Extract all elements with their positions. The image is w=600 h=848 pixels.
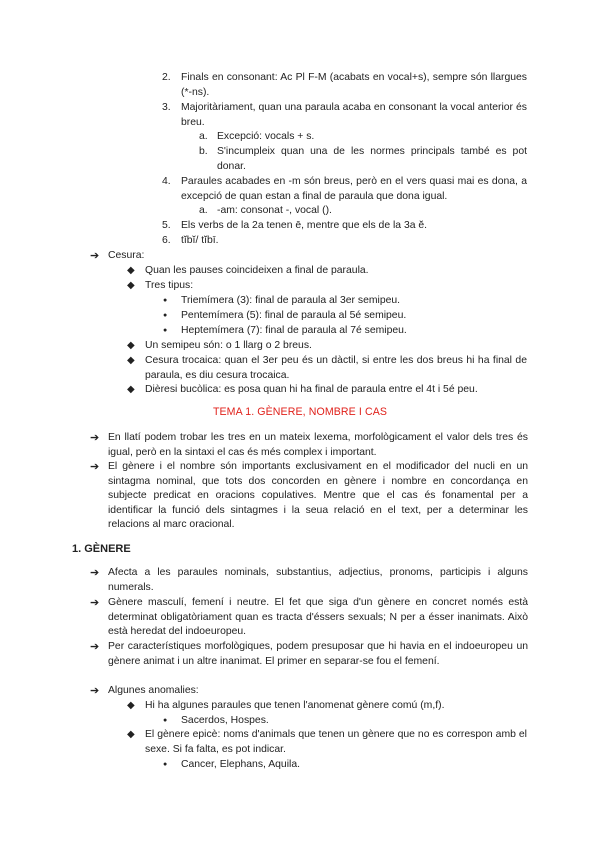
dot-bullet-icon: ● (163, 327, 168, 334)
arrow-bullet-icon: ➔ (90, 641, 100, 653)
list-item: -am: consonat -, vocal (). (217, 205, 332, 216)
diamond-bullet-icon: ◆ (127, 355, 135, 366)
paragraph: Algunes anomalies: (108, 685, 199, 696)
list-letter: a. (199, 131, 208, 142)
list-item: El gènere epicè: noms d'animals que tenen un gènere que no es correspon amb el sexe. Si fa falta, es pot indicar. (145, 729, 527, 755)
paragraph: En llatí podem trobar les tres en un mateix lexema, morfològicament el valor dels tres és igual, però en la sintaxi el cas és més complex i important. (108, 432, 528, 458)
arrow-bullet-icon: ➔ (90, 685, 100, 697)
list-item: Paraules acabades en -m són breus, però en el vers quasi mai es dona, a excepció de quan estan a final de paraula que dona igual. (181, 176, 527, 202)
list-item: Majoritàriament, quan una paraula acaba en consonant la vocal anterior és breu. (181, 102, 527, 128)
list-item: Cesura trocaica: quan el 3er peu és un dàctil, si entre les dos breus hi ha final de paraula, es diu cesura trocaica. (145, 355, 527, 381)
list-item: Tres tipus: (145, 280, 194, 291)
diamond-bullet-icon: ◆ (127, 280, 135, 291)
list-item: Un semipeu són: o 1 llarg o 2 breus. (145, 340, 312, 351)
diamond-bullet-icon: ◆ (127, 265, 135, 276)
list-item: Heptemímera (7): final de paraula al 7é semipeu. (181, 325, 407, 336)
list-number: 6. (162, 235, 171, 246)
paragraph: El gènere i el nombre són importants exclusivament en el modificador del nucli en un sintagma nominal, que tots dos concorden en gènere i nombre en concordança en subjecte predicat en oracions copulatives. Mentre que el cas és fonamental per a identificar la funció dels sintagmes i la seua relació en el text, per a determinar les relacions al marc oracional. (108, 461, 528, 531)
arrow-bullet-icon: ➔ (90, 567, 100, 579)
cesura-label: Cesura: (108, 250, 145, 261)
arrow-bullet-icon: ➔ (90, 461, 100, 473)
list-number: 3. (162, 102, 171, 113)
list-number: 4. (162, 176, 171, 187)
paragraph: Per característiques morfològiques, podem presuposar que hi havia en el indoeuropeu un gènere animat i un altre inanimat. El primer en separar-se fou el femení. (108, 641, 528, 667)
page-title: TEMA 1. GÈNERE, NOMBRE I CAS (212, 406, 388, 418)
arrow-bullet-icon: ➔ (90, 250, 100, 262)
diamond-bullet-icon: ◆ (127, 384, 135, 395)
list-number: 5. (162, 220, 171, 231)
diamond-bullet-icon: ◆ (127, 700, 135, 711)
paragraph: Gènere masculí, femení i neutre. El fet que siga d'un gènere en concret només està determinat obligatòriament quan es tracta d'éssers sexuals; N per a ésser inanimats. Això està heredat del indoeuropeu. (108, 597, 528, 638)
dot-bullet-icon: ● (163, 761, 168, 768)
list-item: Triemímera (3): final de paraula al 3er semipeu. (181, 295, 401, 306)
list-item: Quan les pauses coincideixen a final de paraula. (145, 265, 369, 276)
list-item: S'incumpleix quan una de les normes principals també es pot donar. (217, 146, 527, 172)
diamond-bullet-icon: ◆ (127, 340, 135, 351)
list-item: Pentemímera (5): final de paraula al 5é semipeu. (181, 310, 407, 321)
list-item: Excepció: vocals + s. (217, 131, 315, 142)
list-item: Sacerdos, Hospes. (181, 715, 269, 726)
list-item: Cancer, Elephans, Aquila. (181, 759, 300, 770)
list-item: Dièresi bucòlica: es posa quan hi ha final de paraula entre el 4t i 5é peu. (145, 384, 478, 395)
list-letter: b. (199, 146, 208, 157)
section-heading: 1. GÈNERE (72, 543, 131, 555)
dot-bullet-icon: ● (163, 297, 168, 304)
list-item: Hi ha algunes paraules que tenen l'anomenat gènere comú (m,f). (145, 700, 445, 711)
diamond-bullet-icon: ◆ (127, 729, 135, 740)
list-item: tĭbĭ/ tĭbī. (181, 235, 219, 246)
arrow-bullet-icon: ➔ (90, 432, 100, 444)
arrow-bullet-icon: ➔ (90, 597, 100, 609)
list-number: 2. (162, 72, 171, 83)
list-letter: a. (199, 205, 208, 216)
list-item: Els verbs de la 2a tenen ē, mentre que els de la 3a ĕ. (181, 220, 428, 231)
dot-bullet-icon: ● (163, 312, 168, 319)
dot-bullet-icon: ● (163, 717, 168, 724)
list-item: Finals en consonant: Ac Pl F-M (acabats en vocal+s), sempre són llargues (*-ns). (181, 72, 527, 98)
paragraph: Afecta a les paraules nominals, substantius, adjectius, pronoms, participis i alguns numerals. (108, 567, 528, 593)
